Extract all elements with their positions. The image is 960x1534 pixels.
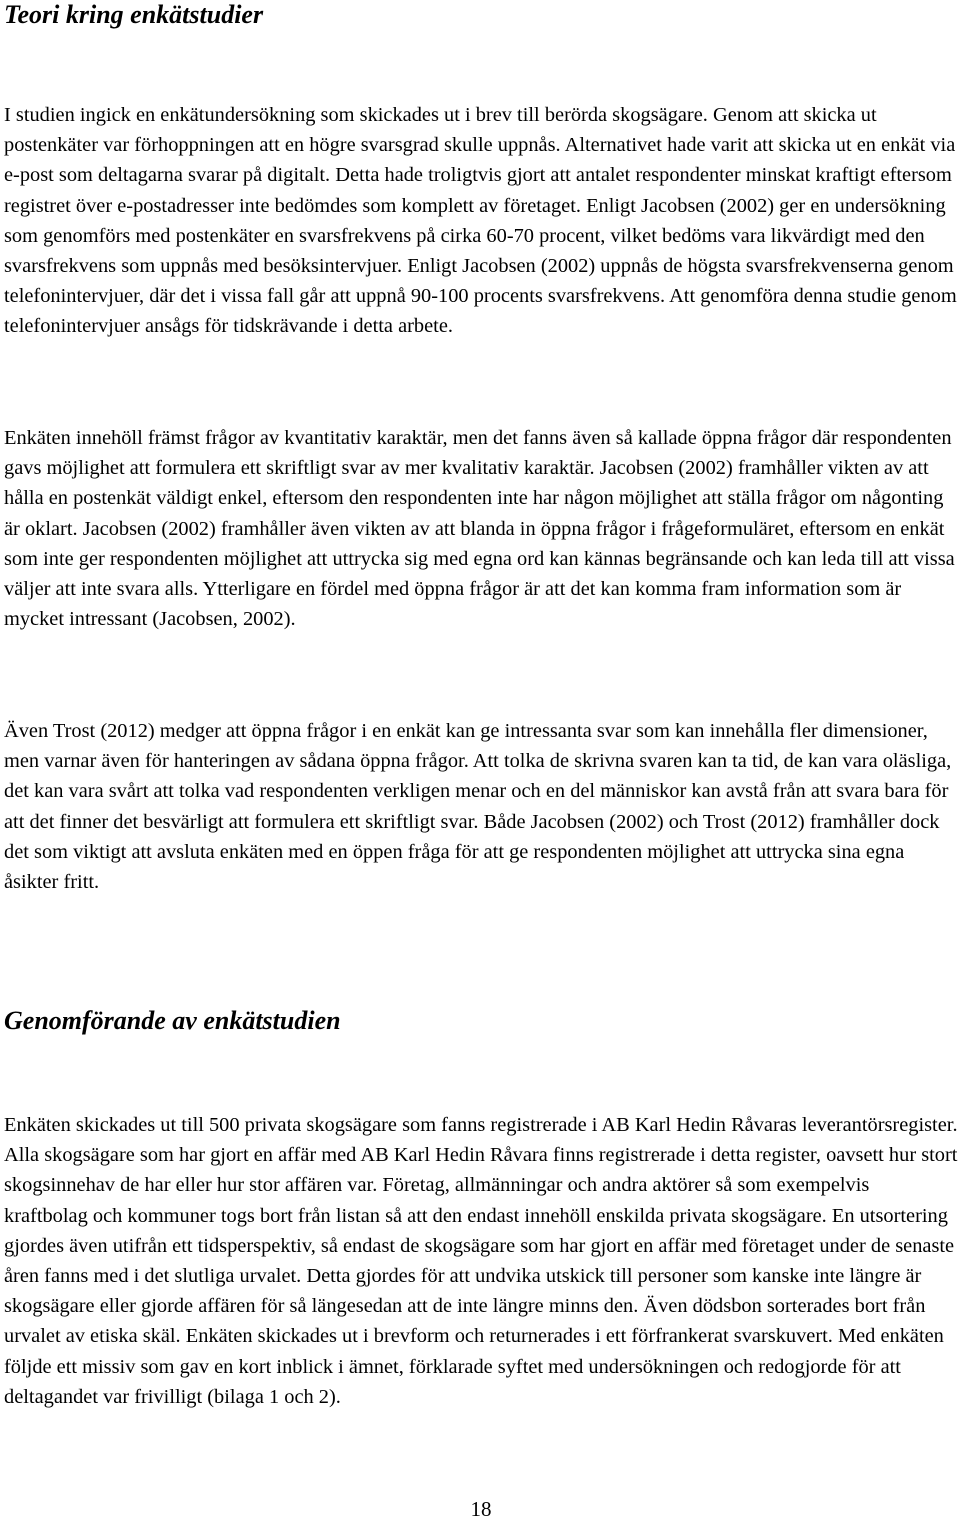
body-paragraph: Enkäten innehöll främst frågor av kvantitativ karaktär, men det fanns även så kallade öppna frågor där respondenten gavs möjlighet att formulera ett skriftligt svar av mer kvalitativ karaktär. Jacobsen (2002) framhåller vikten av att hålla en postenkät väldigt enkel, eftersom den respondenten inte har någon möjlighet att ställa frågor om någonting är oklart. Jacobsen (2002) framhåller även vikten av att blanda in öppna frågor i frågeformuläret, eftersom en enkät som inte ger respondenten möjlighet att uttrycka sig med egna ord kan kännas begränsande och kan leda till att vissa väljer att inte svara alls. Ytterligare en fördel med öppna frågor är att det kan komma fram information som är mycket intressant (Jacobsen, 2002).: [4, 427, 955, 631]
section-heading: Genomförande av enkätstudien: [4, 1006, 341, 1035]
page-number: 18: [470, 1497, 492, 1521]
body-paragraph: I studien ingick en enkätundersökning som skickades ut i brev till berörda skogsägare. Genom att skicka ut postenkäter var förhoppningen att en högre svarsgrad skulle uppnås. Alternativet hade varit att skicka ut en enkät via e-post som deltagarna svarar på digitalt. Detta hade troligtvis gjort att antalet respondenter minskat kraftigt eftersom registret över e-postadresser inte bedömdes som komplett av företaget. Enligt Jacobsen (2002) ger en undersökning som genomförs med postenkäter en svarsfrekvens på cirka 60-70 procent, vilket bedöms vara likvärdigt med den svarsfrekvens som uppnås med besöksintervjuer. Enligt Jacobsen (2002) uppnås de högsta svarsfrekvenserna genom telefonintervjuer, där det i vissa fall går att uppnå 90-100 procents svarsfrekvens. Att genomföra denna studie genom telefonintervjuer ansågs för tidskrävande i detta arbete.: [4, 104, 957, 338]
body-paragraph: Enkäten skickades ut till 500 privata skogsägare som fanns registrerade i AB Karl Hedin Råvaras leverantörsregister. Alla skogsägare som har gjort en affär med AB Karl Hedin Råvara finns registrerade i detta register, oavsett hur stort skogsinnehav de har eller hur stor affären var. Företag, allmänningar och andra aktörer så som exempelvis kraftbolag och kommuner togs bort från listan så att den endast innehöll enskilda privata skogsägare. En utsortering gjordes även utifrån ett tidsperspektiv, så endast de skogsägare som har gjort en affär med företaget under de senaste åren fanns med i det slutliga urvalet. Detta gjordes för att undvika utskick till personer som kanske inte längre är skogsägare eller gjorde affären för så längesedan att de inte längre minns den. Även dödsbon sorterades bort från urvalet av etiska skäl. Enkäten skickades ut i brevform och returnerades i ett förfrankerat svarskuvert. Med enkäten följde ett missiv som gav en kort inblick i ämnet, förklarade syftet med undersökningen och redogjorde för att deltagandet var frivilligt (bilaga 1 och 2).: [4, 1114, 958, 1408]
section-heading: Teori kring enkätstudier: [4, 0, 264, 29]
body-paragraph: Även Trost (2012) medger att öppna frågor i en enkät kan ge intressanta svar som kan innehålla fler dimensioner, men varnar även för hanteringen av sådana öppna frågor. Att tolka de skrivna svaren kan ta tid, de kan vara oläsliga, det kan vara svårt att tolka vad respondenten verkligen menar och en del människor kan avstå från att svara bara för att det finner det besvärligt att formulera ett skriftligt svar. Både Jacobsen (2002) och Trost (2012) framhåller dock det som viktigt att avsluta enkäten med en öppen fråga för att ge respondenten möjlighet att uttrycka sina egna åsikter fritt.: [4, 720, 952, 894]
